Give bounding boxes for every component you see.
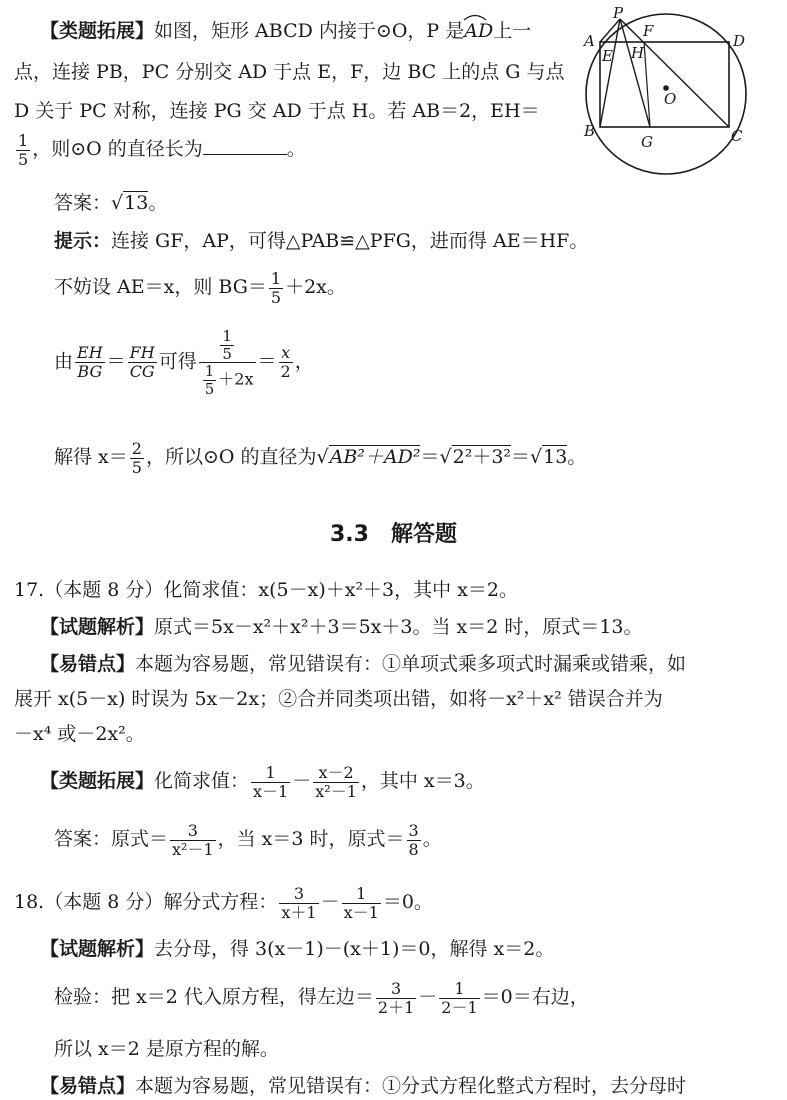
label-o: O: [664, 90, 677, 108]
sqrt-icon: √: [111, 192, 124, 214]
assume-line: 不妨设 AE＝x，则 BG＝ $\frac{1}{5}$ ＋2x。: [54, 269, 346, 307]
segment-pc: [620, 19, 729, 127]
tag-similar-extension: 【类题拓展】: [40, 20, 155, 42]
fraction-eh-bg: $\frac{EH}{BG}$: [77, 343, 103, 381]
q17-extension-answer: 答案：原式＝ $\frac{3}{\text{x²－1}}$ ，当 x＝3 时，原式＝ $\frac{3}{8}$ 。: [54, 821, 442, 859]
solution-line: 解得 x＝ $\frac{2}{5}$ ，所以⊙O 的直径为√AB²＋AD²＝√2²＋3²＝√13。: [54, 439, 587, 477]
q18-analysis: 【试题解析】去分母，得 3(x－1)－(x＋1)＝0，解得 x＝2。: [40, 938, 555, 960]
problem-line-4: $\frac{1}{5}$ ，则⊙O 的直径长为 。: [18, 131, 306, 169]
rectangle-abcd: [600, 42, 729, 127]
fraction-one-fifth: $\frac{1}{5}$: [18, 131, 29, 169]
q18-check: 检验：把 x＝2 代入原方程，得左边＝ $\frac{3}{2+1}$ － $\frac{1}{2-1}$ ＝0＝右边，: [54, 979, 589, 1017]
label-a: A: [584, 32, 595, 50]
fraction-x-2: $\frac{x}{2}$: [280, 343, 291, 381]
ratio-equation-line: 由 $\frac{EH}{BG}$ ＝ $\frac{FH}{CG}$ 可得 $\frac{1}{5}$ $\frac{1}{5}$ ＋2x ＝ $\frac{x}{2}$ ，: [54, 327, 314, 398]
label-g: G: [641, 133, 653, 151]
fraction-two-fifths: $\frac{2}{5}$: [131, 439, 142, 477]
q18-conclusion: 所以 x＝2 是原方程的解。: [54, 1038, 279, 1060]
fraction-3-over-x2-1: $\frac{3}{\text{x²－1}}$: [172, 821, 214, 859]
q17-analysis: 【试题解析】原式＝5x－x²＋x²＋3＝5x＋3。当 x＝2 时，原式＝13。: [40, 616, 643, 638]
fraction-1-over-2-1: $\frac{1}{2-1}$: [441, 979, 478, 1017]
q18-stem: 18.（本题 8 分）解分式方程： $\frac{3}{x+1}$ － $\frac{1}{x-1}$ ＝0。: [14, 884, 433, 922]
hint-line: 提示：连接 GF，AP，可得△PAB≌△PFG，进而得 AE＝HF。: [54, 230, 589, 252]
arc-ad: AD: [464, 20, 493, 42]
fraction-3-8: $\frac{3}{8}$: [408, 821, 419, 859]
sqrt-icon: √: [316, 446, 329, 469]
problem-line-1: 【类题拓展】如图，矩形 ABCD 内接于⊙O，P 是AD 上一: [40, 22, 531, 41]
label-d: D: [733, 32, 746, 50]
fraction-1-over-x-1: $\frac{1}{x-1}$: [253, 763, 289, 801]
q17-error-2: 展开 x(5－x) 时误为 5x－2x；②合并同类项出错，如将－x²＋x² 错误合并为: [14, 688, 663, 710]
fraction-3-over-x+1: $\frac{3}{x+1}$: [281, 884, 317, 922]
label-p: P: [613, 6, 624, 22]
arc-mark-icon: [463, 13, 487, 21]
fraction-x-2-over-x2-1: $\frac{x-2}{\text{x²－1}}$: [315, 763, 357, 801]
compound-fraction: $\frac{1}{5}$ $\frac{1}{5}$ ＋2x: [199, 328, 256, 397]
segment-pb: [600, 19, 620, 127]
fraction-fh-cg: $\frac{FH}{CG}$: [129, 343, 155, 381]
sqrt-icon: √: [439, 446, 452, 469]
q17-error-1: 【易错点】本题为容易题，常见错误有：①单项式乘多项式时漏乘或错乘，如: [40, 653, 687, 675]
q17-stem: 17.（本题 8 分）化简求值：x(5－x)＋x²＋3，其中 x＝2。: [14, 579, 518, 601]
fraction-1-over-x-1: $\frac{1}{x-1}$: [343, 884, 379, 922]
section-title: 3.3 解答题: [330, 522, 457, 547]
fraction-3-over-2+1: $\frac{3}{2+1}$: [377, 979, 415, 1017]
q17-extension: 【类题拓展】化简求值： $\frac{1}{x-1}$ － $\frac{x-2}{\text{x²－1}}$ ，其中 x＝3。: [40, 763, 485, 801]
problem-line-2: 点，连接 PB，PC 分别交 AD 于点 E，F，边 BC 上的点 G 与点: [14, 61, 565, 83]
fraction-one-fifth: $\frac{1}{5}$: [270, 269, 282, 307]
label-h: H: [631, 44, 645, 62]
circle-rectangle-figure: [580, 6, 750, 186]
sqrt-icon: √: [530, 446, 543, 469]
label-f: F: [643, 22, 654, 40]
q18-error: 【易错点】本题为容易题，常见错误有：①分式方程化整式方程时，去分母时: [40, 1075, 687, 1097]
label-b: B: [584, 122, 596, 140]
q17-error-3: －x⁴ 或－2x²。: [14, 723, 145, 745]
answer-line: 答案：√13。: [54, 192, 168, 214]
problem-line-3: D 关于 PC 对称，连接 PG 交 AD 于点 H。若 AB＝2，EH＝: [14, 100, 540, 122]
label-e: E: [602, 47, 613, 65]
answer-blank: [203, 138, 287, 155]
label-c: C: [731, 127, 743, 145]
